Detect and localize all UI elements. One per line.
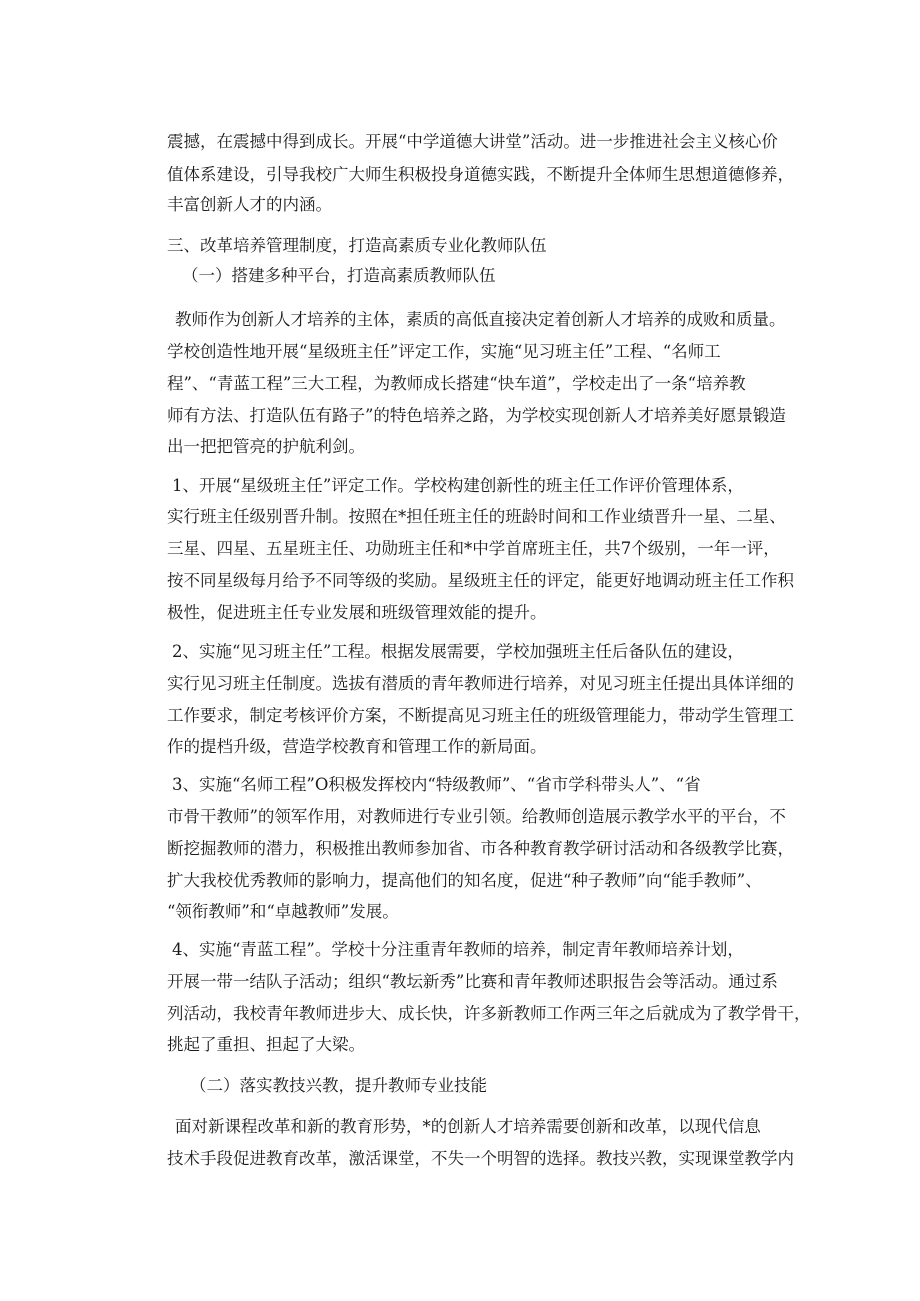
text-line: “领衔教师”和“卓越教师”发展。 (167, 902, 399, 921)
text-line: 2、实施“见习班主任”工程。根据发展需要，学校加强班主任后备队伍的建设， (172, 642, 744, 661)
text-line: 教师作为创新人才培养的主体，素质的高低直接决定着创新人才培养的成败和质量。 (175, 310, 786, 329)
section-heading: 三、改革培养管理制度，打造高素质专业化教师队伍 (167, 236, 547, 255)
text-line: 开展一带一结队子活动；组织“教坛新秀”比赛和青年教师述职报告会等活动。通过系 (167, 972, 778, 991)
text-line: 丰富创新人才的内涵。 (167, 195, 332, 214)
text-line: 市骨干教师”的领军作用，对教师进行专业引领。给教师创造展示教学水平的平台，不 (167, 807, 786, 826)
text-line: 实行班主任级别晋升制。按照在*担任班主任的班龄时间和工作业绩晋升一星、二星、 (167, 507, 786, 526)
text-line: 1、开展“星级班主任”评定工作。学校构建创新性的班主任工作评价管理体系， (172, 476, 744, 495)
text-line: 极性，促进班主任专业发展和班级管理效能的提升。 (167, 603, 547, 622)
text-line: 学校创造性地开展“星级班主任”评定工作，实施“见习班主任”工程、“名师工 (167, 342, 721, 361)
text-line: 程”、“青蓝工程”三大工程，为教师成长搭建“快车道”，学校走出了一条“培养教 (167, 374, 746, 393)
text-line: 震撼，在震撼中得到成长。开展“中学道德大讲堂”活动。进一步推进社会主义核心价 (167, 132, 778, 151)
subsection-heading: （一）搭建多种平台，打造高素质教师队伍 (182, 266, 496, 285)
text-line: 三星、四星、五星班主任、功勋班主任和*中学首席班主任，共7个级别，一年一评， (167, 539, 780, 558)
text-line: 按不同星级每月给予不同等级的奖励。星级班主任的评定，能更好地调动班主任工作积 (167, 571, 794, 590)
text-line: 实行见习班主任制度。选拔有潜质的青年教师进行培养，对见习班主任提出具体详细的 (167, 674, 794, 693)
text-line: 值体系建设，引导我校广大师生积极投身道德实践，不断提升全体师生思想道德修养， (167, 165, 794, 184)
text-line: 工作要求，制定考核评价方案，不断提高见习班主任的班级管理能力，带动学生管理工 (167, 706, 794, 725)
text-line: 列活动，我校青年教师进步大、成长快，许多新教师工作两三年之后就成为了教学骨干， (167, 1004, 811, 1023)
text-line: 面对新课程改革和新的教育形势，*的创新人才培养需要创新和改革，以现代信息 (175, 1117, 761, 1136)
subsection-heading: （二）落实教技兴教，提升教师专业技能 (190, 1076, 487, 1095)
text-line: 挑起了重担、担起了大梁。 (167, 1035, 365, 1054)
text-line: 4、实施“青蓝工程”。学校十分注重青年教师的培养，制定青年教师培养计划， (172, 940, 744, 959)
text-line: 技术手段促进教育改革，激活课堂，不失一个明智的选择。教技兴教，实现课堂教学内 (167, 1149, 794, 1168)
text-line: 3、实施“名师工程”O积极发挥校内“特级教师”、“省市学科带头人”、“省 (172, 775, 701, 794)
text-line: 扩大我校优秀教师的影响力，提高他们的知名度，促进“种子教师”向“能手教师”、 (167, 871, 762, 890)
text-line: 出一把把管亮的护航利剑。 (167, 437, 365, 456)
text-line: 断挖掘教师的潜力，积极推出教师参加省、市各种教育教学研讨活动和各级教学比赛， (167, 839, 794, 858)
text-line: 师有方法、打造队伍有路子”的特色培养之路，为学校实现创新人才培养美好愿景锻造 (167, 406, 786, 425)
text-line: 作的提档升级，营造学校教育和管理工作的新局面。 (167, 737, 547, 756)
